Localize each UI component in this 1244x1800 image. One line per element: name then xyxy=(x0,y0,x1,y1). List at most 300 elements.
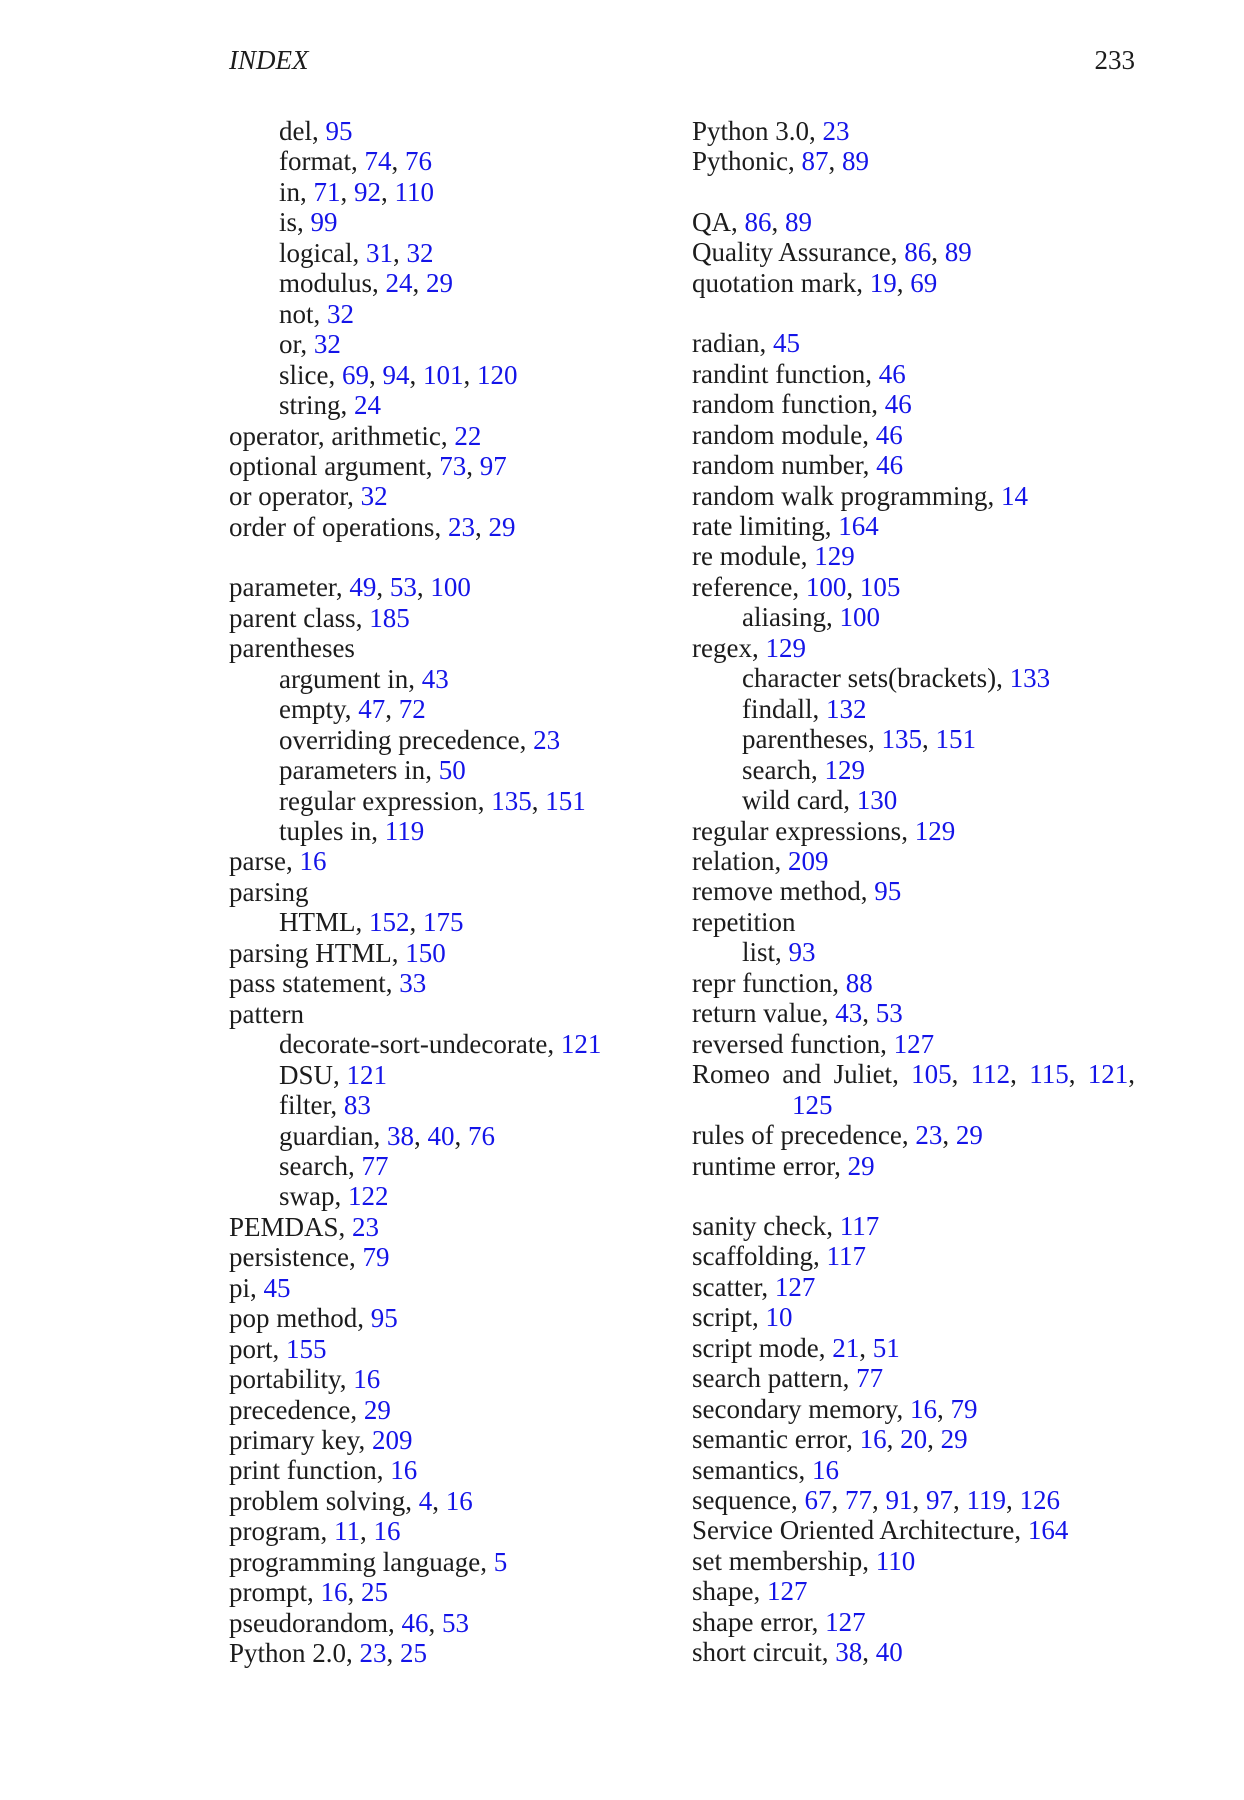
page-link[interactable]: 79 xyxy=(362,1242,390,1273)
index-term: sequence xyxy=(692,1485,791,1516)
page-link[interactable]: 20 xyxy=(900,1424,928,1455)
page-link[interactable]: 50 xyxy=(438,755,466,786)
index-term: random walk programming xyxy=(692,480,988,511)
index-entry-random-number: random number, 46 xyxy=(692,450,904,481)
index-subentry-parameters-in: parameters in, 50 xyxy=(279,755,466,786)
page-link[interactable]: 4 xyxy=(418,1485,433,1516)
index-entry-scatter: scatter, 127 xyxy=(692,1271,816,1302)
index-subentry-slice: slice, 69, 94, 101, 120 xyxy=(279,359,518,390)
index-entry-remove-method: remove method, 95 xyxy=(692,876,902,907)
page-link[interactable]: 16 xyxy=(909,1393,937,1424)
page-link[interactable]: 45 xyxy=(772,328,800,359)
page-link[interactable]: 67 xyxy=(804,1485,832,1516)
index-term: rules of precedence xyxy=(692,1120,902,1151)
page-link[interactable]: 16 xyxy=(390,1455,418,1486)
index-term: parameters in xyxy=(279,755,426,786)
page-link[interactable]: 89 xyxy=(842,146,870,177)
index-term: programming language xyxy=(229,1546,481,1577)
page-link[interactable]: 16 xyxy=(373,1516,401,1547)
page-link[interactable]: 151 xyxy=(545,785,586,816)
index-entry-operator-arithmetic: operator, arithmetic, 22 xyxy=(229,420,482,451)
index-entry-regular-expressions: regular expressions, 129 xyxy=(692,815,956,846)
index-term: search pattern xyxy=(692,1363,843,1394)
index-term: search xyxy=(742,754,811,785)
page-link[interactable]: 69 xyxy=(341,359,369,390)
page-link[interactable]: 5 xyxy=(493,1546,508,1577)
index-entry-programming-language: programming language, 5 xyxy=(229,1546,508,1577)
page-link[interactable]: 53 xyxy=(441,1607,469,1638)
page-link[interactable]: 97 xyxy=(925,1485,953,1516)
index-entry-secondary-memory: secondary memory, 16, 79 xyxy=(692,1393,978,1424)
page-link[interactable]: 29 xyxy=(363,1394,391,1425)
index-term: persistence xyxy=(229,1242,349,1273)
page-link[interactable]: 16 xyxy=(445,1485,473,1516)
page-link[interactable]: 105 xyxy=(859,571,901,602)
page-link[interactable]: 24 xyxy=(385,268,413,299)
index-term: reference xyxy=(692,571,793,602)
index-entry-pattern xyxy=(229,999,672,1029)
page-link[interactable]: 29 xyxy=(847,1150,875,1181)
page-link[interactable]: 16 xyxy=(811,1454,839,1485)
index-entry-print-function: print function, 16 xyxy=(229,1455,418,1486)
index-term: portability xyxy=(229,1364,340,1395)
index-entry-parsing-html: parsing HTML, 150 xyxy=(229,937,446,968)
index-term: logical xyxy=(279,237,353,268)
page-link[interactable]: 43 xyxy=(421,663,449,694)
page-link[interactable]: 51 xyxy=(872,1332,900,1363)
page-link[interactable]: 16 xyxy=(353,1364,381,1395)
page-link[interactable]: 23 xyxy=(359,1638,387,1669)
page-link[interactable]: 126 xyxy=(1019,1485,1060,1516)
index-term: pattern xyxy=(229,998,304,1029)
page-link[interactable]: 32 xyxy=(327,298,355,329)
page-link[interactable]: 38 xyxy=(386,1120,414,1151)
page-link[interactable]: 119 xyxy=(966,1485,1006,1516)
index-entry-sanity-check: sanity check, 117 xyxy=(692,1210,880,1241)
index-term: DSU xyxy=(279,1059,334,1090)
index-entry-prompt: prompt, 16, 25 xyxy=(229,1577,388,1608)
page-link[interactable]: 19 xyxy=(869,267,897,298)
index-group xyxy=(692,1211,1135,1668)
page-link[interactable]: 11 xyxy=(333,1516,360,1547)
page-link[interactable]: 29 xyxy=(426,268,454,299)
page-link[interactable]: 155 xyxy=(286,1333,327,1364)
index-entry-pop-method: pop method, 95 xyxy=(229,1303,398,1334)
page-link[interactable]: 40 xyxy=(875,1637,903,1668)
index-term: set membership xyxy=(692,1545,863,1576)
page-link[interactable]: 185 xyxy=(369,602,410,633)
page-link[interactable]: 32 xyxy=(360,481,388,512)
page-link[interactable]: 87 xyxy=(801,146,829,177)
index-entry-search-pattern: search pattern, 77 xyxy=(692,1363,884,1394)
index-term: PEMDAS xyxy=(229,1211,339,1242)
page-link[interactable]: 115 xyxy=(1029,1059,1069,1090)
index-term: Quality Assurance xyxy=(692,237,891,268)
index-entry-parameter: parameter, 49, 53, 100 xyxy=(229,572,471,603)
index-term: parentheses xyxy=(229,633,355,664)
page-link[interactable]: 21 xyxy=(832,1332,860,1363)
page-link[interactable]: 77 xyxy=(361,1150,389,1181)
index-subentry-or: or, 32 xyxy=(279,329,341,360)
index-term: prompt xyxy=(229,1577,307,1608)
index-term: regex xyxy=(692,632,752,663)
page-link[interactable]: 100 xyxy=(430,572,471,603)
index-term: list xyxy=(742,937,776,968)
index-subentry-string: string, 24 xyxy=(279,390,382,421)
index-entry-random-module: random module, 46 xyxy=(692,419,903,450)
page-link[interactable]: 83 xyxy=(343,1090,371,1121)
page-link[interactable]: 209 xyxy=(787,845,829,876)
index-term: print function xyxy=(229,1455,377,1486)
index-entry-relation: relation, 209 xyxy=(692,845,829,876)
page-link[interactable]: 95 xyxy=(370,1303,398,1334)
index-term: reversed function xyxy=(692,1028,881,1059)
index-term: parentheses xyxy=(742,724,868,755)
page-link[interactable]: 150 xyxy=(405,937,446,968)
page-link[interactable]: 99 xyxy=(310,207,338,238)
index-term: HTML xyxy=(279,907,356,938)
index-entry-precedence: precedence, 29 xyxy=(229,1394,391,1425)
page-link[interactable]: 10 xyxy=(765,1302,793,1333)
index-entry-shape: shape, 127 xyxy=(692,1576,808,1607)
index-term: empty xyxy=(279,694,345,725)
page-link[interactable]: 125 xyxy=(792,1089,833,1120)
index-term: operator, arithmetic xyxy=(229,420,441,451)
index-term: or operator xyxy=(229,481,348,512)
index-column-right xyxy=(692,116,1135,1668)
index-term: pop method xyxy=(229,1303,358,1334)
page-link[interactable]: 95 xyxy=(874,876,902,907)
index-term: relation xyxy=(692,845,775,876)
page-link[interactable]: 86 xyxy=(744,206,772,237)
page-link[interactable]: 129 xyxy=(814,541,855,572)
index-term: randint function xyxy=(692,358,866,389)
index-term: slice xyxy=(279,359,329,390)
index-entry-order-of-operations: order of operations, 23, 29 xyxy=(229,511,516,542)
index-subentry-logical: logical, 31, 32 xyxy=(279,237,434,268)
index-term: script mode xyxy=(692,1332,819,1363)
index-term: repetition xyxy=(692,906,796,937)
index-term: pass statement xyxy=(229,968,386,999)
page-link[interactable]: 71 xyxy=(313,176,341,207)
page-link[interactable]: 110 xyxy=(394,176,435,207)
index-entry-optional-argument: optional argument, 73, 97 xyxy=(229,450,507,481)
page-link[interactable]: 112 xyxy=(970,1059,1011,1090)
index-subentry-not: not, 32 xyxy=(279,298,355,329)
page-link[interactable]: 91 xyxy=(885,1485,913,1516)
page-link[interactable]: 32 xyxy=(313,329,341,360)
index-term: or xyxy=(279,329,301,360)
page-link[interactable]: 164 xyxy=(838,510,879,541)
index-entry-pythonic: Pythonic, 87, 89 xyxy=(692,146,870,177)
index-term: search xyxy=(279,1150,348,1181)
page-link[interactable]: 46 xyxy=(876,450,904,481)
index-subentry-tuples-in: tuples in, 119 xyxy=(279,815,425,846)
index-term: Python 3.0 xyxy=(692,116,810,146)
index-term: format xyxy=(279,146,351,177)
index-term: regular expression xyxy=(279,785,478,816)
index-entry-service-oriented-architecture: Service Oriented Architecture, 164 xyxy=(692,1515,1069,1546)
page-link[interactable]: 209 xyxy=(371,1425,413,1456)
page-link[interactable]: 97 xyxy=(479,450,507,481)
index-entry-repr-function: repr function, 88 xyxy=(692,967,873,998)
page-link[interactable]: 127 xyxy=(766,1576,808,1607)
page-link[interactable]: 93 xyxy=(788,937,816,968)
index-entry-port: port, 155 xyxy=(229,1333,327,1364)
index-term: decorate-sort-undecorate xyxy=(279,1029,548,1060)
page-link[interactable]: 101 xyxy=(422,359,464,390)
page-link[interactable]: 129 xyxy=(914,815,956,846)
index-term: parsing xyxy=(229,876,309,907)
index-term: remove method xyxy=(692,876,861,907)
page-link[interactable]: 100 xyxy=(805,571,847,602)
index-term: overriding precedence xyxy=(279,724,520,755)
page-link[interactable]: 43 xyxy=(835,998,863,1029)
page-link[interactable]: 31 xyxy=(365,237,393,268)
page-link[interactable]: 29 xyxy=(955,1120,983,1151)
index-term: radian xyxy=(692,328,760,359)
index-term: string xyxy=(279,390,341,421)
page-link[interactable]: 46 xyxy=(884,389,912,420)
index-entry-pi: pi, 45 xyxy=(229,1272,291,1303)
index-term: repr function xyxy=(692,967,833,998)
index-term: primary key xyxy=(229,1425,359,1456)
index-term: semantic error xyxy=(692,1424,847,1455)
index-term: aliasing xyxy=(742,602,826,633)
page-link[interactable]: 22 xyxy=(454,420,482,451)
page-link[interactable]: 121 xyxy=(346,1059,388,1090)
page-link[interactable]: 151 xyxy=(935,724,976,755)
page-link[interactable]: 122 xyxy=(348,1181,389,1212)
page-link[interactable]: 133 xyxy=(1009,663,1051,694)
index-term: QA xyxy=(692,206,731,237)
index-term: shape xyxy=(692,1576,754,1607)
page-link[interactable]: 88 xyxy=(845,967,873,998)
page-link[interactable]: 53 xyxy=(875,998,903,1029)
index-entry-repetition xyxy=(692,907,1135,937)
page-link[interactable]: 120 xyxy=(476,359,518,390)
page-link[interactable]: 105 xyxy=(911,1059,952,1090)
page-link[interactable]: 135 xyxy=(491,785,532,816)
page-link[interactable]: 130 xyxy=(856,785,898,816)
index-term: del xyxy=(279,116,312,146)
page-link[interactable]: 73 xyxy=(439,450,467,481)
page-link[interactable]: 46 xyxy=(401,1607,429,1638)
index-subentry-list: list, 93 xyxy=(742,937,816,968)
index-subentry-empty: empty, 47, 72 xyxy=(279,694,426,725)
page-link[interactable]: 86 xyxy=(904,237,932,268)
index-entry-semantics: semantics, 16 xyxy=(692,1454,839,1485)
index-subentry-swap: swap, 122 xyxy=(279,1181,389,1212)
page-link[interactable]: 117 xyxy=(826,1241,866,1272)
index-term: Pythonic xyxy=(692,146,789,177)
page-link[interactable]: 117 xyxy=(839,1210,880,1241)
index-term: Service Oriented Architecture xyxy=(692,1515,1015,1546)
index-term: short circuit xyxy=(692,1637,822,1668)
index-entry-qa: QA, 86, 89 xyxy=(692,206,812,237)
index-entry-return-value: return value, 43, 53 xyxy=(692,998,903,1029)
page-link[interactable]: 77 xyxy=(856,1363,884,1394)
index-group xyxy=(229,116,672,542)
page-link[interactable]: 175 xyxy=(423,907,464,938)
page-link[interactable]: 23 xyxy=(822,116,850,146)
page-link[interactable]: 23 xyxy=(447,511,475,542)
index-column-left xyxy=(229,116,672,1669)
page-link[interactable]: 95 xyxy=(325,116,353,146)
page-link[interactable]: 29 xyxy=(488,511,516,542)
index-entry-scaffolding: scaffolding, 117 xyxy=(692,1241,866,1272)
index-term: filter xyxy=(279,1090,331,1121)
page-link[interactable]: 129 xyxy=(765,632,806,663)
index-term: parsing HTML xyxy=(229,937,392,968)
page-link[interactable]: 127 xyxy=(825,1606,866,1637)
index-term: quotation mark xyxy=(692,267,857,298)
index-entry-portability: portability, 16 xyxy=(229,1364,381,1395)
page-link[interactable]: 79 xyxy=(950,1393,978,1424)
page-link[interactable]: 77 xyxy=(844,1485,872,1516)
index-term: in xyxy=(279,176,301,207)
index-entry-shape-error: shape error, 127 xyxy=(692,1606,866,1637)
page-link[interactable]: 40 xyxy=(427,1120,455,1151)
page-link[interactable]: 76 xyxy=(404,146,432,177)
index-entry-rate-limiting: rate limiting, 164 xyxy=(692,510,879,541)
page-link[interactable]: 53 xyxy=(389,572,417,603)
index-term: argument in xyxy=(279,663,409,694)
index-group xyxy=(692,328,1135,1181)
page-link[interactable]: 47 xyxy=(358,694,386,725)
index-entry-radian: radian, 45 xyxy=(692,328,800,359)
index-term: is xyxy=(279,207,298,238)
page-link[interactable]: 127 xyxy=(893,1028,935,1059)
index-entry-semantic-error: semantic error, 16, 20, 29 xyxy=(692,1424,968,1455)
index-group xyxy=(229,572,672,1668)
page-link[interactable]: 49 xyxy=(349,572,377,603)
page-link[interactable]: 25 xyxy=(361,1577,388,1608)
page-link[interactable]: 16 xyxy=(299,846,327,877)
page-link[interactable]: 132 xyxy=(825,693,867,724)
index-entry-pemdas: PEMDAS, 23 xyxy=(229,1211,380,1242)
page-link[interactable]: 152 xyxy=(369,907,410,938)
index-subentry-filter: filter, 83 xyxy=(279,1090,371,1121)
index-entry-python-2-0: Python 2.0, 23, 25 xyxy=(229,1638,428,1669)
page-link[interactable]: 89 xyxy=(944,237,972,268)
running-title: INDEX xyxy=(229,45,309,75)
page-link[interactable]: 76 xyxy=(467,1120,495,1151)
page-link[interactable]: 33 xyxy=(399,968,427,999)
page-link[interactable]: 24 xyxy=(354,390,382,421)
index-term: modulus xyxy=(279,268,373,299)
index-entry-random-function: random function, 46 xyxy=(692,389,912,420)
index-term: parent class xyxy=(229,602,356,633)
index-term: wild card xyxy=(742,785,844,816)
index-term: runtime error xyxy=(692,1150,835,1181)
page-link[interactable]: 127 xyxy=(774,1271,816,1302)
index-entry-parent-class: parent class, 185 xyxy=(229,602,410,633)
page-link[interactable]: 23 xyxy=(533,724,561,755)
index-term: not xyxy=(279,298,314,329)
index-term: parse xyxy=(229,846,286,877)
index-term: random module xyxy=(692,419,863,450)
page-link[interactable]: 14 xyxy=(1000,480,1028,511)
page-link[interactable]: 135 xyxy=(881,724,922,755)
page-link[interactable]: 129 xyxy=(824,754,865,785)
index-entry-randint-function: randint function, 46 xyxy=(692,358,906,389)
index-term: semantics xyxy=(692,1454,799,1485)
page-link[interactable]: 38 xyxy=(835,1637,863,1668)
page-number: 233 xyxy=(1094,45,1135,75)
page-link[interactable]: 45 xyxy=(263,1272,291,1303)
index-entry-reversed-function: reversed function, 127 xyxy=(692,1028,935,1059)
index-subentry-search: search, 77 xyxy=(279,1150,389,1181)
page-link[interactable]: 119 xyxy=(384,815,425,846)
running-header xyxy=(229,45,1135,75)
index-subentry-regular-expression: regular expression, 135, 151 xyxy=(279,785,586,816)
page-link[interactable]: 100 xyxy=(839,602,880,633)
page-link[interactable]: 94 xyxy=(382,359,410,390)
index-term: sanity check xyxy=(692,1210,827,1241)
index-subentry-html: HTML, 152, 175 xyxy=(279,907,464,938)
index-entry-primary-key: primary key, 209 xyxy=(229,1425,413,1456)
page-link[interactable]: 23 xyxy=(352,1211,380,1242)
index-term: findall xyxy=(742,693,813,724)
index-entry-regex: regex, 129 xyxy=(692,632,806,663)
index-entry-rules-of-precedence: rules of precedence, 23, 29 xyxy=(692,1120,983,1151)
index-subentry-del: del, 95 xyxy=(279,116,353,146)
index-entry-parentheses xyxy=(229,633,672,663)
page-link[interactable]: 16 xyxy=(859,1424,887,1455)
page-link[interactable]: 121 xyxy=(1087,1059,1129,1090)
index-entry-script: script, 10 xyxy=(692,1302,793,1333)
index-term: pseudorandom xyxy=(229,1607,388,1638)
index-term: rate limiting xyxy=(692,510,825,541)
page-link[interactable]: 69 xyxy=(910,267,938,298)
index-term: pi xyxy=(229,1272,251,1303)
page-link[interactable]: 92 xyxy=(354,176,382,207)
index-entry-quality-assurance: Quality Assurance, 86, 89 xyxy=(692,237,972,268)
index-term: scatter xyxy=(692,1271,762,1302)
index-subentry-decorate-sort-undecorate: decorate-sort-undecorate, 121 xyxy=(279,1029,602,1060)
index-group xyxy=(692,116,1135,177)
index-entry-persistence: persistence, 79 xyxy=(229,1242,390,1273)
index-subentry-argument-in: argument in, 43 xyxy=(279,663,449,694)
page-link[interactable]: 74 xyxy=(364,146,392,177)
index-subentry-aliasing: aliasing, 100 xyxy=(742,602,880,633)
index-term: random number xyxy=(692,450,863,481)
index-term: character sets(brackets) xyxy=(742,663,997,694)
page-link[interactable]: 121 xyxy=(560,1029,602,1060)
page-link[interactable]: 164 xyxy=(1027,1515,1069,1546)
index-entry-sequence: sequence, 67, 77, 91, 97, 119, 126 xyxy=(692,1485,1060,1516)
page-link[interactable]: 46 xyxy=(875,419,903,450)
page-link[interactable]: 25 xyxy=(400,1638,428,1669)
index-entry-runtime-error: runtime error, 29 xyxy=(692,1150,875,1181)
index-term: tuples in xyxy=(279,815,372,846)
index-subentry-is: is, 99 xyxy=(279,207,338,238)
index-term: precedence xyxy=(229,1394,351,1425)
index-term: shape error xyxy=(692,1606,812,1637)
page-link[interactable]: 23 xyxy=(915,1120,943,1151)
index-term: optional argument xyxy=(229,450,426,481)
page-link[interactable]: 32 xyxy=(406,237,434,268)
page-link[interactable]: 46 xyxy=(878,358,906,389)
page-link[interactable]: 110 xyxy=(875,1545,916,1576)
page-link[interactable]: 16 xyxy=(320,1577,348,1608)
page-link[interactable]: 29 xyxy=(940,1424,968,1455)
index-entry-short-circuit: short circuit, 38, 40 xyxy=(692,1637,903,1668)
index-subentry-findall: findall, 132 xyxy=(742,693,867,724)
page-link[interactable]: 89 xyxy=(785,206,812,237)
page-link[interactable]: 72 xyxy=(398,694,426,725)
